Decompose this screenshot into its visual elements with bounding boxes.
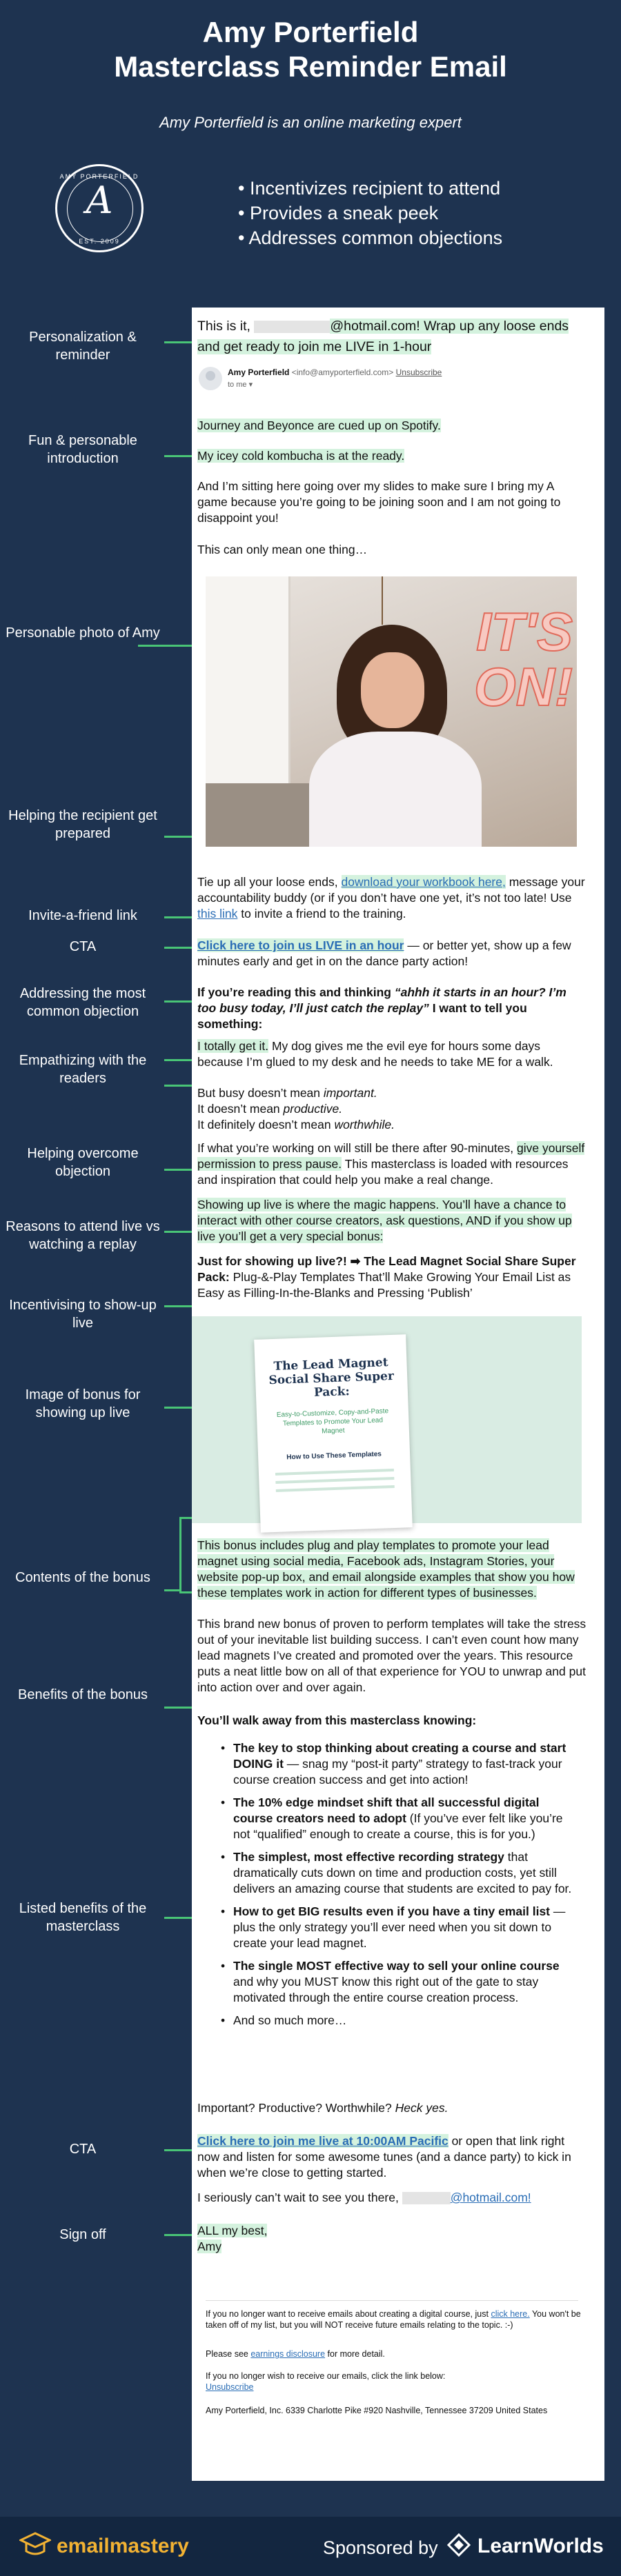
walk-away-line: You’ll walk away from this masterclass knowing: (197, 1713, 477, 1727)
page-subtitle: Amy Porterfield is an online marketing expert (159, 114, 462, 131)
title-line-2: Masterclass Reminder Email (114, 50, 507, 83)
overcome-b: give yourself permission to press pause. (197, 1141, 585, 1171)
click-here-link[interactable]: click here. (491, 2309, 530, 2319)
contents-text: This bonus includes plug and play templates to promote your lead magnet using social media, Facebook ads, Instagram Stories, your website pop-up box, and email alongside examples that show you how these templates work in action for different types of businesses. (197, 1538, 575, 1600)
label-incentivising: Incentivising to show-up live (9, 1298, 157, 1331)
unsubscribe-link[interactable]: Unsubscribe (395, 368, 442, 377)
redacted-email (402, 2192, 451, 2204)
busy-text: It doesn’t mean (197, 1102, 280, 1116)
overcome-c: This masterclass is loaded with resources and inspiration that could help you make a real change. (197, 1157, 569, 1187)
empathize-a: I totally get it. (197, 1039, 269, 1053)
live-text: Showing up live is where the magic happens. You’ll have a chance to interact with other course creators, ask questions, AND if you show up live you’ll get a very special bonus: (197, 1198, 572, 1243)
header-bullet: • Incentivizes recipient to attend (238, 176, 502, 201)
label-personalization: Personalization & reminder (29, 330, 137, 363)
list-item: • The simplest, most effective recording strategy that dramatically cuts down on time and production costs, yet still delivers an amazing course that students are excited to pay for. (221, 1850, 572, 1895)
earnings-disclosure-link[interactable]: earnings disclosure (250, 2349, 326, 2359)
busy-italic: productive. (283, 1102, 343, 1116)
list-item: • How to get BIG results even if you have a tiny email list — plus the only strategy you’ll ever need when you sit down to create your lead magnet. (221, 1904, 566, 1950)
greeting-text-a: This is it, (197, 319, 250, 334)
list-item-bold: The 10% edge mindset shift that all successful digital course creators need to adopt (233, 1795, 540, 1825)
label-objection: Addressing the most common objection (19, 986, 146, 1019)
amy-porterfield-logo (55, 164, 144, 252)
label-fun-intro: Fun & personable introduction (28, 433, 137, 466)
label-bonus-image: Image of bonus for showing up live (25, 1387, 141, 1420)
invite-friend-link[interactable]: this link (197, 907, 238, 920)
footer-text: for more detail. (327, 2349, 385, 2359)
busy-text: It definitely doesn’t mean (197, 1118, 331, 1131)
label-reasons-live: Reasons to attend live vs watching a replay (6, 1219, 160, 1252)
objection-quote: “ahhh it starts in an hour? I’m too busy today, I’ll just catch the replay” (197, 985, 566, 1015)
mortarboard-icon (19, 2529, 51, 2561)
list-item: • And so much more… (221, 2013, 347, 2027)
label-overcome-objection: Helping overcome objection (27, 1146, 139, 1179)
sender-address: <info@amyporterfield.com> (291, 368, 394, 377)
sign-off-name: Amy (197, 2240, 221, 2253)
list-item-bold: The single MOST effective way to sell your online course (233, 1959, 560, 1973)
list-item-text: — snag my “post-it party” strategy to fast-track your course creation success and get into action! (233, 1757, 562, 1787)
bonus-image (192, 1316, 582, 1523)
logo-letter: A (86, 179, 113, 222)
logo-ring-top: AMY PORTERFIELD (59, 173, 139, 180)
busy-text: But busy doesn’t mean (197, 1086, 321, 1100)
connector-line (164, 1589, 181, 1591)
learnworlds-icon (447, 2533, 471, 2557)
intro-text: Journey and Beyonce are cued up on Spotify. (197, 419, 441, 432)
bonus-sheet-rule (276, 1485, 395, 1492)
connector-line (179, 1517, 181, 1593)
see-you-a: I seriously can’t wait to see you there, (197, 2191, 399, 2204)
join-live-link[interactable]: Click here to join us LIVE in an hour (197, 938, 404, 952)
prepare-paragraph (197, 874, 587, 922)
busy-italic: worthwhile. (334, 1118, 395, 1131)
busy-lines (197, 1085, 587, 1133)
busy-line (197, 1085, 587, 1101)
benefits-paragraph: This brand new bonus of proven to perform templates will take the stress out of your inevitable list building success. I can’t even count how many lead magnets I’ve created and promoted over the years. This resource puts a neat little bow on all of that experience for YOU to unwrap and put into action over and over again. (197, 1617, 586, 1694)
list-item-text: that dramatically cuts down on time and production costs, yet still delivers an amazing course that students are excited to pay for. (233, 1850, 572, 1895)
email-screenshot (192, 308, 604, 2481)
ipw-b: Heck yes. (395, 2101, 448, 2115)
cta-1-paragraph (197, 938, 587, 969)
avatar-icon (206, 371, 215, 381)
list-item-text: — plus the only strategy you’ll ever need when you sit down to create your lead magnet. (233, 1904, 566, 1950)
empathize-paragraph (197, 1038, 587, 1070)
footer-address: Amy Porterfield, Inc. 6339 Charlotte Pike #920 Nashville, Tennessee 37209 United States (206, 2406, 548, 2415)
label-cta-2: CTA (69, 2142, 97, 2157)
prepare-text-c: to invite a friend to the training. (241, 907, 406, 920)
divider (206, 2300, 578, 2301)
ipw-a: Important? Productive? Worthwhile? (197, 2101, 392, 2115)
page-title (0, 15, 621, 84)
page-footer (0, 2517, 621, 2576)
label-photo: Personable photo of Amy (6, 625, 160, 641)
amy-photo (206, 576, 577, 847)
bonus-sheet-title: The Lead Magnet Social Share Super Pack: (268, 1356, 395, 1400)
redacted-email (254, 321, 330, 333)
label-bonus-benefits: Benefits of the bonus (18, 1687, 148, 1702)
to-me-line (228, 379, 253, 390)
objection-c: I want to tell you something: (197, 1001, 527, 1031)
bonus-heading-b: Plug-&-Play Templates That’ll Make Growing Your Email List as Easy as Filling-In-the-Blanks and Pressing ‘Publish’ (197, 1270, 571, 1300)
busy-line (197, 1101, 587, 1117)
list-item-bold: The simplest, most effective recording strategy (233, 1850, 504, 1864)
overcome-a: If what you’re working on will still be there after 90-minutes, (197, 1141, 514, 1155)
one-thing-line: This can only mean one thing… (197, 543, 368, 556)
list-item: • The key to stop thinking about creating a course and start DOING it — snag my “post-it party” strategy to fast-track your course creation success and get into action! (221, 1741, 566, 1787)
chevron-down-icon[interactable]: ▾ (248, 381, 253, 389)
objection-paragraph (197, 985, 587, 1032)
photo-face (361, 652, 424, 728)
list-item: • The 10% edge mindset shift that all successful digital course creators need to adopt (If you’ve ever felt like you’re not “qualified” enough to create a course, this is for you.) (221, 1795, 563, 1841)
title-line-1: Amy Porterfield (202, 16, 419, 48)
bonus-sheet-footer: How to Use These Templates (286, 1450, 382, 1462)
header-bullets (238, 176, 502, 250)
cta-1-rest: — or better yet, show up a few minutes early and get in on the dance party action! (197, 938, 571, 968)
email-greeting (197, 316, 587, 357)
label-bonus-contents: Contents of the bonus (15, 1570, 150, 1585)
bonus-sheet-subtitle: Easy-to-Customize, Copy-and-Paste Templates to Promote Your Lead Magnet (276, 1407, 389, 1436)
workbook-link[interactable]: download your workbook here, (341, 875, 506, 889)
benefit-list (221, 1740, 578, 2035)
join-10am-link[interactable]: Click here to join me live at 10:00AM Pacific (197, 2134, 448, 2148)
see-you-b: @hotmail.com! (450, 2191, 531, 2204)
its-on-line-1: IT'S (476, 601, 573, 662)
footer-notice-2 (206, 2348, 582, 2359)
greeting-text-b: @hotmail.com! Wrap up any loose ends and get ready to join me LIVE in 1-hour (197, 319, 569, 354)
list-item-bold: The key to stop thinking about creating a course and start DOING it (233, 1741, 566, 1771)
header-bullet: • Provides a sneak peek (238, 201, 502, 225)
learnworlds-brand: LearnWorlds (477, 2535, 604, 2557)
empathize-b: My dog gives me the evil eye for hours some days because I’m glued to my desk and he needs to take ME for a walk. (197, 1039, 553, 1069)
sender-name: Amy Porterfield (228, 368, 290, 377)
cta-2-rest: or open that link right now and listen for some awesome tunes (and a dance party) to kick in when we’re close to getting started. (197, 2134, 571, 2180)
contents-paragraph (197, 1538, 587, 1601)
label-masterclass-benefits: Listed benefits of the masterclass (19, 1901, 147, 1934)
label-sign-off: Sign off (59, 2227, 106, 2242)
list-item: • The single MOST effective way to sell your online course and why you MUST know this right out of the gate to stay motivated through the entire course creation process. (221, 1959, 560, 2004)
prepare-text-a: Tie up all your loose ends, (197, 875, 338, 889)
busy-line (197, 1117, 587, 1133)
email-sender-row (197, 365, 587, 393)
cta-2-paragraph (197, 2133, 587, 2181)
photo-counter (206, 783, 309, 847)
label-get-prepared: Helping the recipient get prepared (8, 808, 157, 841)
bonus-heading (197, 1254, 587, 1301)
label-invite-friend: Invite-a-friend link (28, 908, 137, 923)
ipw-line (197, 2100, 587, 2116)
bonus-sheet-rule (275, 1477, 394, 1484)
objection-a: If you’re reading this and thinking (197, 985, 391, 999)
footer-text: If you no longer want to receive emails about creating a digital course, just (206, 2309, 489, 2319)
sign-off-line: ALL my best, (197, 2224, 268, 2237)
label-cta-1: CTA (69, 939, 97, 954)
footer-text: You won't be taken off of my list, but you will NOT receive future emails relating to the topic. :-) (206, 2309, 581, 2330)
its-on-line-2: ON! (474, 656, 573, 717)
prepare-text-b: message your accountability buddy (or if you don’t have one yet, it’s not too late! Use (197, 875, 585, 905)
logo-ring-bottom: EST. 2009 (79, 238, 120, 245)
its-on-text (474, 601, 573, 717)
list-item-text: and why you MUST know this right out of the gate to stay motivated through the entire course creation process. (233, 1975, 539, 2004)
footer-notice-1 (206, 2308, 582, 2331)
intro-text: My icey cold kombucha is at the ready. (197, 449, 405, 463)
sign-off (197, 2223, 587, 2255)
intro-line-2 (197, 448, 587, 464)
intro-line-1 (197, 418, 587, 434)
footer-unsubscribe-link[interactable]: Unsubscribe (206, 2382, 254, 2392)
photo-body (309, 732, 482, 847)
live-paragraph (197, 1197, 587, 1245)
footer-text: If you no longer wish to receive our emails, click the link below: (206, 2371, 446, 2381)
emailmastery-brand: emailmastery (57, 2535, 189, 2557)
label-empathizing: Empathizing with the readers (19, 1053, 147, 1086)
photo-lamp (382, 576, 383, 625)
list-item-bold: How to get BIG results even if you have a tiny email list (233, 1904, 551, 1918)
bonus-sheet-rule (275, 1469, 394, 1476)
list-item-text: (If you’ve ever felt like you’re not “qualified” enough to create a course, this is for you.) (233, 1811, 563, 1841)
footer-text: Please see (206, 2349, 248, 2359)
header-bullet: • Addresses common objections (238, 225, 502, 250)
intro-paragraph: And I’m sitting here going over my slides to make sure I bring my A game because you’re going to be joining soon and I am not going to disappoint you! (197, 479, 561, 525)
to-me: to me (228, 381, 247, 389)
see-you-line (197, 2190, 587, 2206)
list-item-text: And so much more… (233, 2013, 347, 2027)
bonus-heading-a: Just for showing up live?! ➡ The Lead Magnet Social Share Super Pack: (197, 1254, 576, 1284)
footer-notice-3 (206, 2371, 582, 2393)
sponsored-by-text: Sponsored by (323, 2537, 438, 2558)
overcome-paragraph (197, 1140, 587, 1188)
photo-cabinet (206, 576, 290, 783)
busy-italic: important. (323, 1086, 377, 1100)
bonus-sheet (254, 1334, 413, 1533)
